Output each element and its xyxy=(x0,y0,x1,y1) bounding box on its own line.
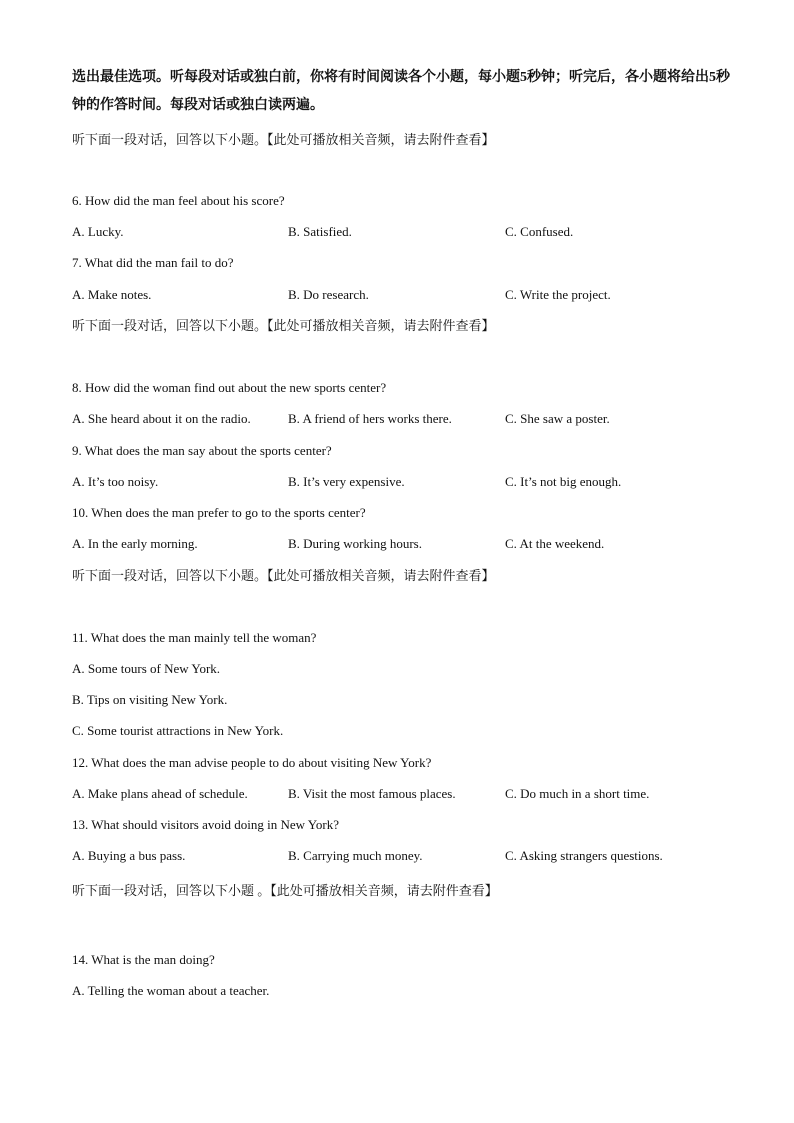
question-9: 9. What does the man say about the sports center? xyxy=(72,443,332,458)
option-c: C. Asking strangers questions. xyxy=(505,848,663,863)
options-row-9 xyxy=(0,473,794,491)
option-c: C. It’s not big enough. xyxy=(505,474,622,489)
option-c: C. Do much in a short time. xyxy=(505,786,650,801)
options-row-13 xyxy=(0,847,794,865)
option-b: B. Do research. xyxy=(288,287,369,302)
option-a: A. Some tours of New York. xyxy=(72,661,221,676)
option-c: C. At the weekend. xyxy=(505,536,605,551)
option-a: A. In the early morning. xyxy=(72,536,198,551)
option-c: C. Write the project. xyxy=(505,287,611,302)
option-a: A. Make notes. xyxy=(72,287,152,302)
option-a: A. Telling the woman about a teacher. xyxy=(72,983,270,998)
question-7: 7. What did the man fail to do? xyxy=(72,255,234,270)
option-b: B. A friend of hers works there. xyxy=(288,411,452,426)
option-b: B. Carrying much money. xyxy=(288,848,423,863)
option-a: A. Buying a bus pass. xyxy=(72,848,186,863)
question-14: 14. What is the man doing? xyxy=(72,952,215,967)
option-a: A. Make plans ahead of schedule. xyxy=(72,786,248,801)
question-13: 13. What should visitors avoid doing in New York? xyxy=(72,817,339,832)
option-a: A. It’s too noisy. xyxy=(72,474,159,489)
option-a: A. She heard about it on the radio. xyxy=(72,411,251,426)
option-c: C. Some tourist attractions in New York. xyxy=(72,723,284,738)
section-intro: 选出最佳选项。听每段对话或独白前，你将有时间阅读各个小题，每小题5秒钟；听完后，各小题将给出5秒钟的作答时间。每段对话或独白读两遍。 xyxy=(72,70,730,113)
question-6: 6. How did the man feel about his score? xyxy=(72,193,285,208)
question-10: 10. When does the man prefer to go to the sports center? xyxy=(72,505,366,520)
options-row-12 xyxy=(0,785,794,803)
audio-instruction: 听下面一段对话，回答以下小题。【此处可播放相关音频，请去附件查看】 xyxy=(72,132,495,147)
options-row-8 xyxy=(0,410,794,428)
option-a: A. Lucky. xyxy=(72,224,124,239)
question-12: 12. What does the man advise people to do about visiting New York? xyxy=(72,755,432,770)
question-8: 8. How did the woman find out about the new sports center? xyxy=(72,380,387,395)
options-row-7 xyxy=(0,286,794,304)
option-c: C. Confused. xyxy=(505,224,574,239)
option-c: C. She saw a poster. xyxy=(505,411,610,426)
option-b: B. Tips on visiting New York. xyxy=(72,692,228,707)
question-11: 11. What does the man mainly tell the woman? xyxy=(72,630,317,645)
audio-instruction: 听下面一段对话，回答以下小题 。【此处可播放相关音频，请去附件查看】 xyxy=(72,883,498,898)
option-b: B. It’s very expensive. xyxy=(288,474,405,489)
option-b: B. During working hours. xyxy=(288,536,422,551)
audio-instruction: 听下面一段对话，回答以下小题。【此处可播放相关音频，请去附件查看】 xyxy=(72,318,495,333)
audio-instruction: 听下面一段对话，回答以下小题。【此处可播放相关音频，请去附件查看】 xyxy=(72,568,495,583)
options-row-6 xyxy=(0,223,794,241)
options-row-10 xyxy=(0,535,794,553)
option-b: B. Satisfied. xyxy=(288,224,352,239)
option-b: B. Visit the most famous places. xyxy=(288,786,456,801)
